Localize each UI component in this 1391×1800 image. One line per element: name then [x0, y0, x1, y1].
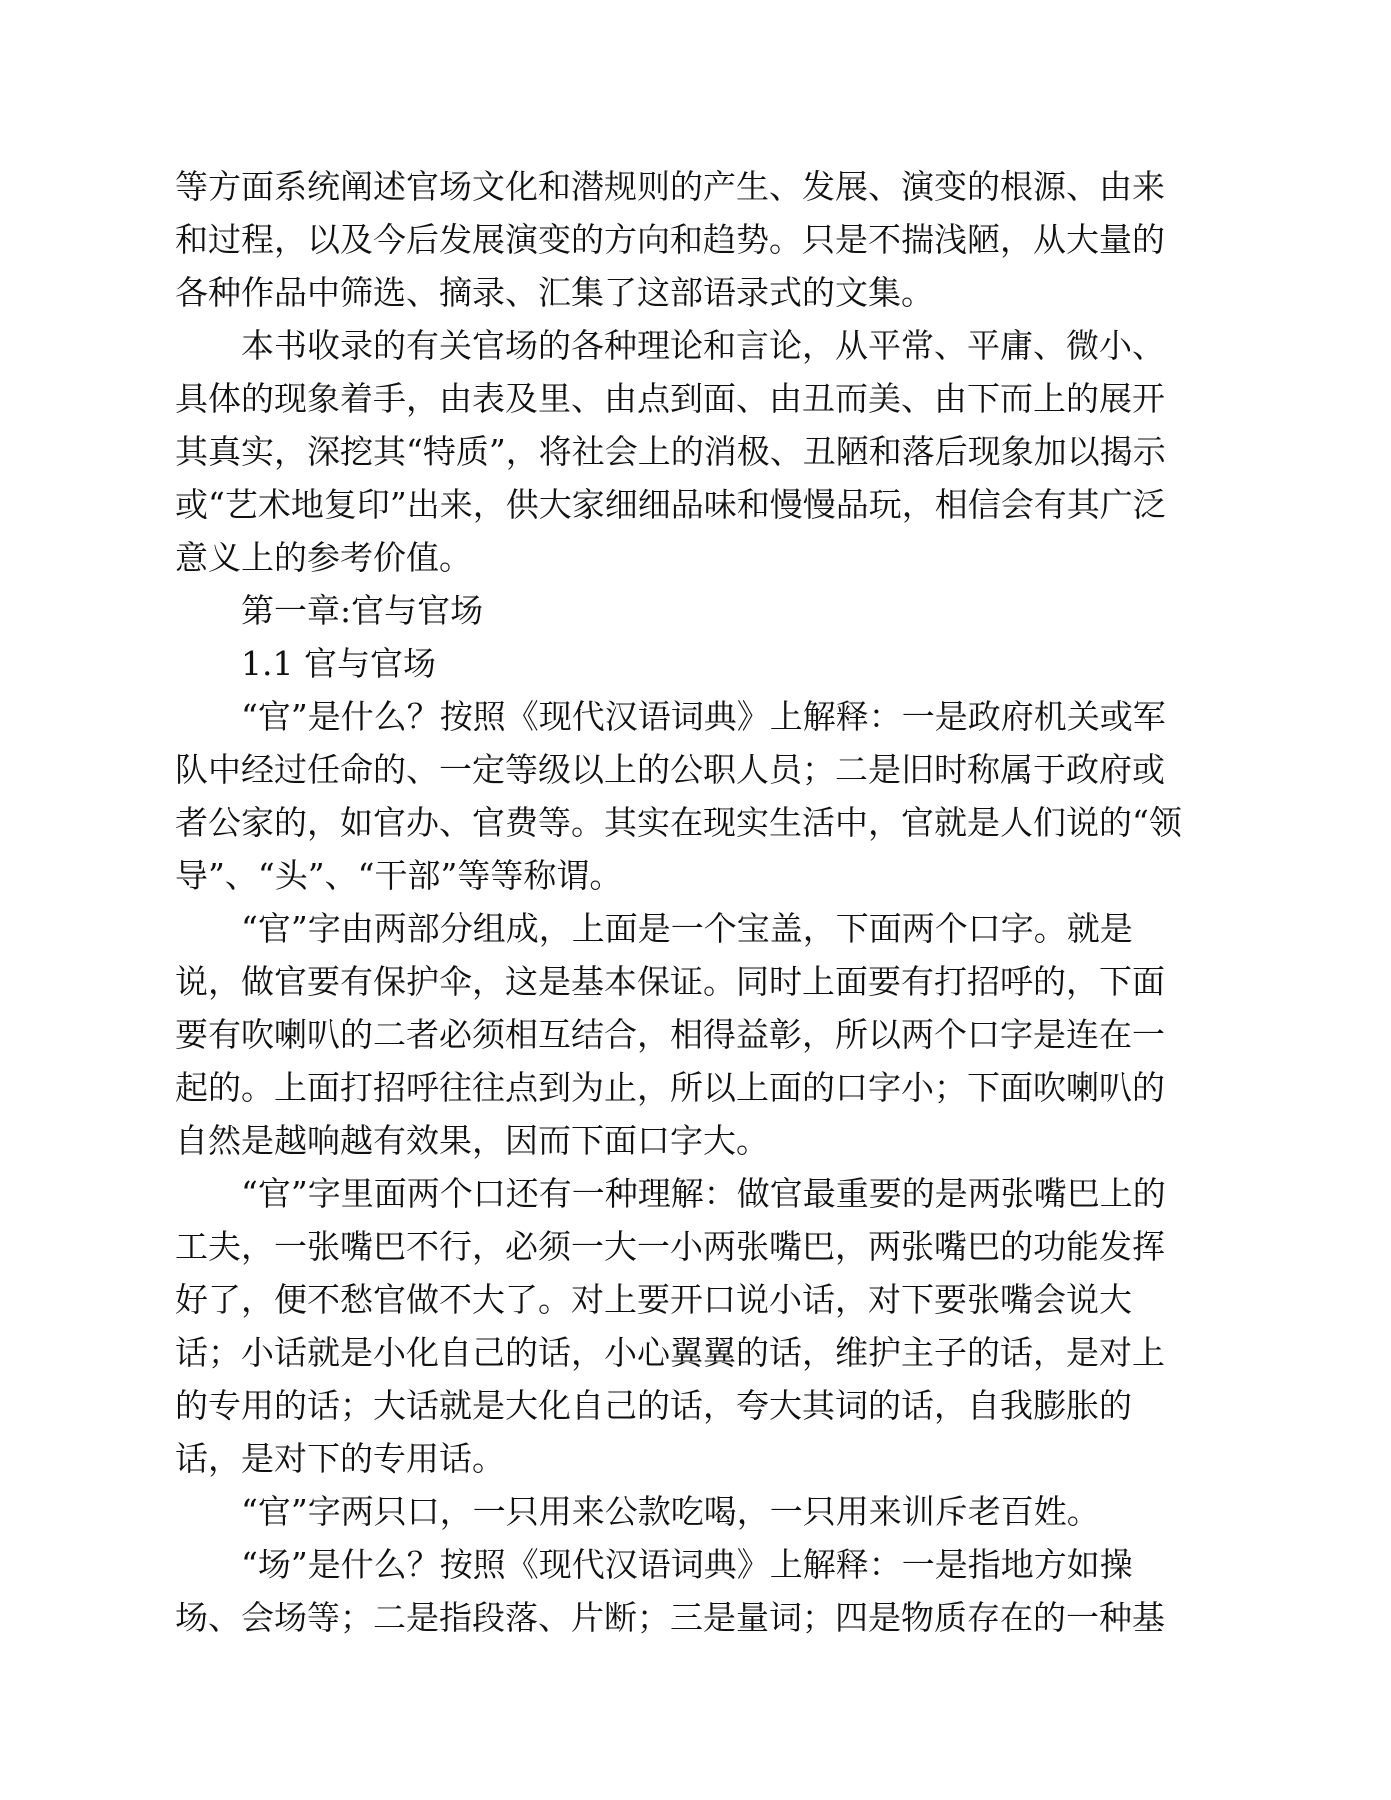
text-line: “官”是什么？按照《现代汉语词典》上解释：一是政府机关或军: [241, 697, 1166, 736]
paragraph: [175, 1485, 1220, 1538]
text-line: 场、会场等；二是指段落、片断；三是量词；四是物质存在的一种基: [175, 1598, 1165, 1637]
text-line: 者公家的，如官办、官费等。其实在现实生活中，官就是人们说的“领: [175, 803, 1182, 842]
text-line: 和过程，以及今后发展演变的方向和趋势。只是不揣浅陋，从大量的: [175, 220, 1165, 259]
text-line: 好了，便不愁官做不大了。对上要开口说小话，对下要张嘴会说大: [175, 1280, 1132, 1319]
text-line: “场”是什么？按照《现代汉语词典》上解释：一是指地方如操: [241, 1545, 1133, 1584]
document-body: [175, 160, 1220, 1644]
text-line: 话，是对下的专用话。: [175, 1439, 505, 1478]
text-line: 意义上的参考价值。: [175, 538, 472, 577]
paragraph: [175, 160, 1220, 319]
text-line: 的专用的话；大话就是大化自己的话，夸大其词的话，自我膨胀的: [175, 1386, 1132, 1425]
text-line: 导”、“头”、“干部”等等称谓。: [175, 856, 623, 895]
text-line: “官”字里面两个口还有一种理解：做官最重要的是两张嘴巴上的: [241, 1174, 1166, 1213]
text-line: 第一章:官与官场: [241, 591, 484, 630]
text-line: 说，做官要有保护伞，这是基本保证。同时上面要有打招呼的，下面: [175, 962, 1165, 1001]
text-line: 自然是越响越有效果，因而下面口字大。: [175, 1121, 769, 1160]
text-line: 队中经过任命的、一定等级以上的公职人员；二是旧时称属于政府或: [175, 750, 1165, 789]
text-line: 其真实，深挖其“特质”，将社会上的消极、丑陋和落后现象加以揭示: [175, 432, 1166, 471]
text-line: 要有吹喇叭的二者必须相互结合，相得益彰，所以两个口字是连在一: [175, 1015, 1165, 1054]
text-line: 1.1 官与官场: [241, 644, 436, 683]
paragraph: [175, 584, 1220, 637]
paragraph: [175, 637, 1220, 690]
paragraph: [175, 319, 1220, 584]
text-line: “官”字两只口，一只用来公款吃喝，一只用来训斥老百姓。: [241, 1492, 1100, 1531]
paragraph: [175, 1538, 1220, 1644]
text-line: 起的。上面打招呼往往点到为止，所以上面的口字小；下面吹喇叭的: [175, 1068, 1165, 1107]
text-line: “官”字由两部分组成，上面是一个宝盖，下面两个口字。就是: [241, 909, 1133, 948]
text-line: 本书收录的有关官场的各种理论和言论，从平常、平庸、微小、: [241, 326, 1165, 365]
paragraph: [175, 902, 1220, 1167]
text-line: 或“艺术地复印”出来，供大家细细品味和慢慢品玩，相信会有其广泛: [175, 485, 1166, 524]
text-line: 等方面系统阐述官场文化和潜规则的产生、发展、演变的根源、由来: [175, 167, 1165, 206]
text-line: 各种作品中筛选、摘录、汇集了这部语录式的文集。: [175, 273, 934, 312]
paragraph: [175, 690, 1220, 902]
paragraph: [175, 1167, 1220, 1485]
text-line: 具体的现象着手，由表及里、由点到面、由丑而美、由下而上的展开: [175, 379, 1165, 418]
text-line: 话；小话就是小化自己的话，小心翼翼的话，维护主子的话，是对上: [175, 1333, 1165, 1372]
text-line: 工夫，一张嘴巴不行，必须一大一小两张嘴巴，两张嘴巴的功能发挥: [175, 1227, 1165, 1266]
